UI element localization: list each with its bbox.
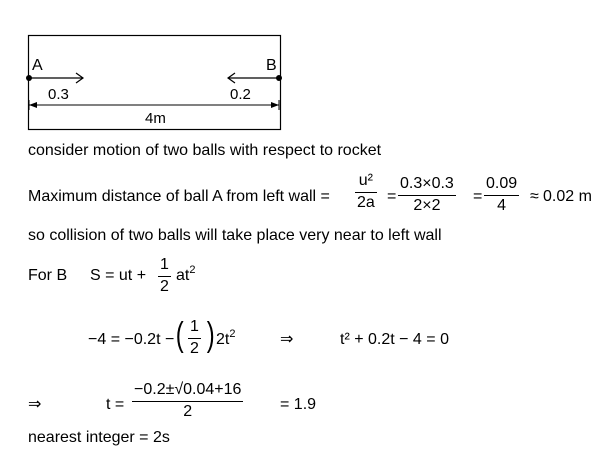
eq3: t² + 0.2t − 4 = 0 bbox=[340, 331, 449, 348]
speed-a: 0.3 bbox=[48, 86, 69, 103]
eq4-lhs: t = bbox=[106, 396, 125, 413]
for-b-label: For B bbox=[28, 267, 68, 284]
implies-icon: ⇒ bbox=[280, 331, 294, 348]
label-a: A bbox=[32, 57, 43, 74]
label-b: B bbox=[266, 57, 277, 74]
eq2-right: $2t^2$ bbox=[216, 328, 236, 348]
max-distance-text: Maximum distance of ball A from left wall = bbox=[28, 188, 330, 205]
fraction-product: 0.3×0.3 2×2 bbox=[400, 175, 454, 214]
consider-text: consider motion of two balls with respect to rocket bbox=[28, 142, 382, 159]
fraction-u2-2a: u² 2a bbox=[357, 172, 375, 211]
approx-value: 0.02 m bbox=[543, 188, 592, 205]
eq-b-right: $at^2$ bbox=[176, 264, 196, 284]
collision-text: so collision of two balls will take place very near to left wall bbox=[28, 227, 442, 244]
fraction-quadratic: −0.2±√0.04+16 2 bbox=[134, 381, 242, 420]
width-label: 4m bbox=[145, 110, 166, 127]
approx-sign: ≈ bbox=[530, 188, 539, 205]
speed-b: 0.2 bbox=[230, 86, 251, 103]
left-paren: ( bbox=[175, 316, 184, 354]
nearest-text: nearest integer = 2s bbox=[28, 429, 170, 446]
fraction-half: 1 2 bbox=[160, 256, 169, 295]
eq2-left: −4 = −0.2t − bbox=[88, 331, 175, 348]
equals-1: = bbox=[387, 188, 397, 205]
equals-2: = bbox=[473, 188, 483, 205]
eq-b-left: S = ut + bbox=[90, 267, 147, 284]
fraction-value: 0.09 4 bbox=[486, 175, 518, 214]
right-paren: ) bbox=[206, 316, 215, 354]
implies-icon-2: ⇒ bbox=[28, 396, 42, 413]
fraction-half-2: 1 2 bbox=[190, 318, 199, 357]
eq4-result: = 1.9 bbox=[280, 396, 317, 413]
